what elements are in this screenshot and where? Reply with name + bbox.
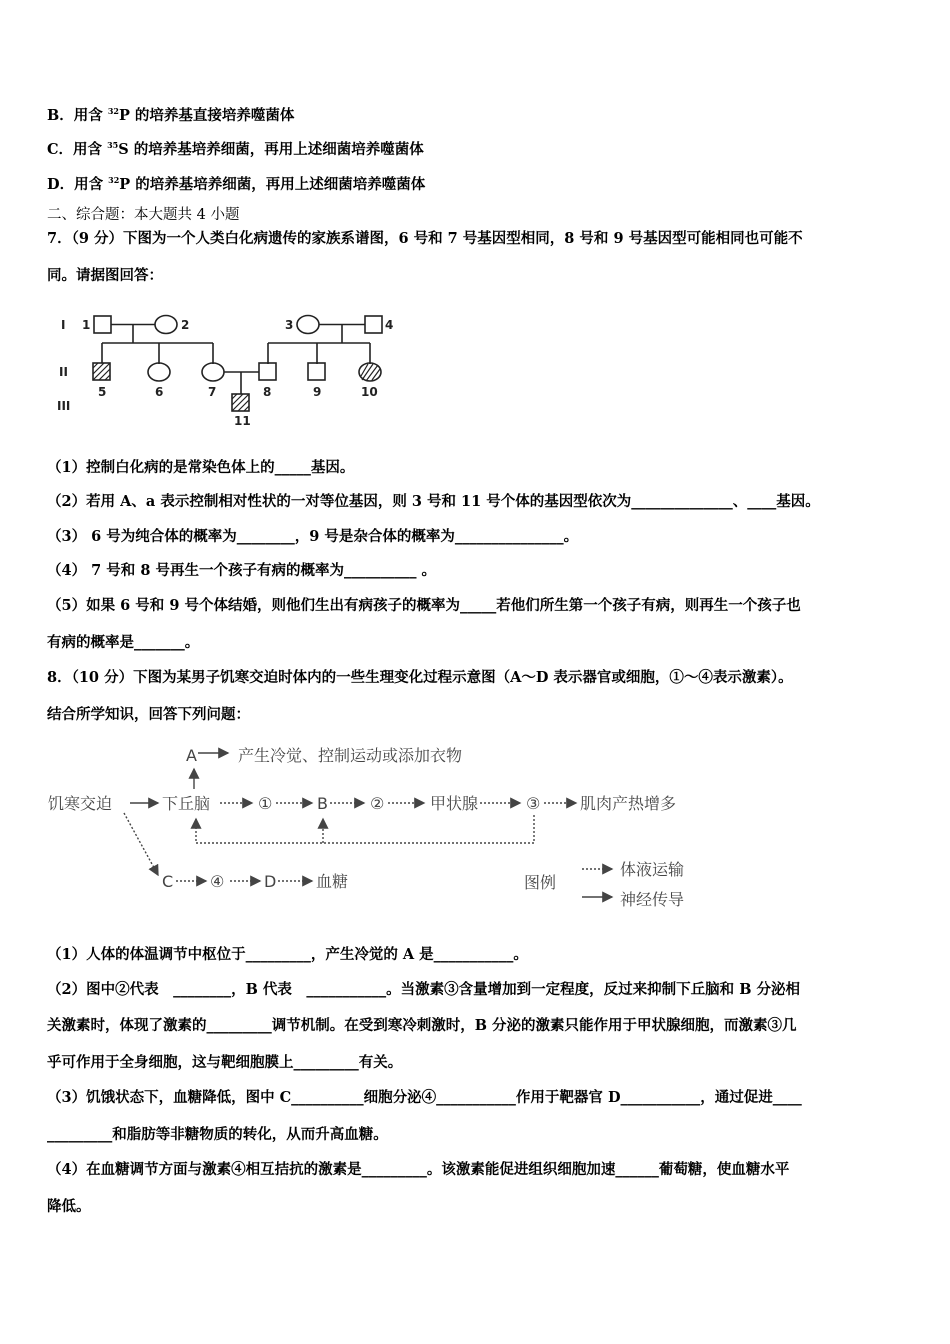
node-muscle-heat: 肌肉产热增多 — [580, 794, 677, 813]
node-hormone-4: ④ — [210, 872, 225, 891]
q7-sub2: （2）若用 A、a 表示控制相对性状的一对等位基因，则 3 号和 11 号个体的基因型依次为______________、____基因。 — [47, 493, 820, 510]
q7-sub5-line1: （5）如果 6 号和 9 号个体结婚，则他们生出有病孩子的概率为_____若他们所生第一个孩子有病，则再生一个孩子也 — [47, 597, 801, 614]
individual-label: 11 — [234, 414, 251, 428]
section-heading: 二、综合题：本大题共 4 小题 — [47, 207, 240, 223]
option-text: P 的培养基直接培养噬菌体 — [118, 107, 295, 124]
node-hypothalamus: 下丘脑 — [162, 794, 211, 813]
individual-label: 1 — [82, 318, 91, 332]
option-letter: B． — [47, 107, 74, 124]
legend-nerve-conduction: 神经传导 — [620, 890, 685, 909]
individual-1-male — [94, 316, 111, 333]
node-hunger-cold: 饥寒交迫 — [48, 794, 113, 813]
legend-title: 图例 — [524, 873, 557, 892]
q8-sub2-line3: 乎可作用于全身细胞，这与靶细胞膜上_________有关。 — [47, 1054, 403, 1071]
individual-label: 10 — [361, 385, 378, 399]
q8-sub2-line2: 关激素时，体现了激素的_________调节机制。在受到寒冷刺激时，B 分泌的激素只能作用于甲状腺细胞，而激素③几 — [47, 1017, 797, 1034]
individual-2-female — [155, 316, 177, 334]
superscript: 32 — [108, 175, 120, 185]
node-c: C — [162, 872, 174, 891]
individual-4-male — [365, 316, 382, 333]
node-blood-sugar: 血糖 — [316, 872, 349, 891]
individual-label: 8 — [263, 385, 272, 399]
individual-9-male — [308, 363, 325, 380]
q8-sub4-line2: 降低。 — [47, 1198, 91, 1215]
arrow-to-c — [124, 813, 158, 875]
option-letter: D． — [47, 176, 75, 193]
individual-label: 3 — [285, 318, 294, 332]
individual-label: 5 — [98, 385, 107, 399]
legend-fluid-transport: 体液运输 — [620, 860, 685, 879]
individual-7-female — [202, 363, 224, 381]
node-hormone-3: ③ — [526, 794, 541, 813]
pedigree-chart — [55, 308, 415, 430]
q8-intro-line1: 8．（10 分）下图为某男子饥寒交迫时体内的一些生理变化过程示意图（A～D 表示器官或细胞，①～④表示激素）。 — [47, 669, 793, 686]
q7-sub4: （4） 7 号和 8 号再生一个孩子有病的概率为__________ 。 — [47, 562, 437, 579]
option-b — [47, 101, 294, 126]
superscript: 32 — [107, 106, 119, 116]
individual-label: 6 — [155, 385, 164, 399]
superscript: 35 — [107, 140, 119, 150]
option-text-pre: 用含 — [73, 107, 108, 124]
q7-sub1: （1）控制白化病的是常染色体上的_____基因。 — [47, 459, 355, 476]
generation-label: I — [61, 318, 66, 332]
option-letter: C． — [47, 141, 74, 158]
individual-6-female — [148, 363, 170, 381]
q8-sub1: （1）人体的体温调节中枢位于_________，产生冷觉的 A 是___________。 — [47, 946, 528, 963]
node-d: D — [264, 872, 277, 891]
q7-intro-line1: 7．（9 分）下图为一个人类白化病遗传的家族系谱图，6 号和 7 号基因型相同，8 号和 9 号基因型可能相同也可能不 — [47, 230, 803, 247]
q8-sub4-line1: （4）在血糖调节方面与激素④相互拮抗的激素是_________。该激素能促进组织细胞加速______葡萄糖，使血糖水平 — [47, 1161, 790, 1178]
node-b: B — [317, 794, 328, 813]
generation-label: III — [57, 399, 71, 413]
feedback-arrow-hypothalamus — [196, 815, 534, 843]
generation-label: II — [59, 365, 68, 379]
option-text-pre: 用含 — [74, 176, 109, 193]
option-text: P 的培养基培养细菌，再用上述细菌培养噬菌体 — [119, 176, 426, 193]
individual-label: 2 — [181, 318, 190, 332]
node-thyroid: 甲状腺 — [430, 794, 479, 813]
node-a: A — [186, 746, 197, 765]
individual-label: 7 — [208, 385, 217, 399]
individual-label: 4 — [385, 318, 394, 332]
option-d — [47, 170, 425, 195]
q8-intro-line2: 结合所学知识，回答下列问题： — [47, 706, 250, 723]
q8-sub2-line1: （2）图中②代表 ________，B 代表 ___________。当激素③含量增加到一定程度，反过来抑制下丘脑和 B 分泌相 — [47, 981, 800, 998]
q7-intro-line2: 同。请据图回答： — [47, 267, 163, 284]
option-c — [47, 135, 424, 160]
regulation-diagram — [40, 733, 720, 915]
q8-sub3-line1: （3）饥饿状态下，血糖降低，图中 C__________细胞分泌④___________作用于靶器官 D___________，通过促进____ — [47, 1089, 802, 1106]
individual-label: 9 — [313, 385, 322, 399]
individual-3-female — [297, 316, 319, 334]
q7-sub3: （3） 6 号为纯合体的概率为________，9 号是杂合体的概率为_______________。 — [47, 528, 579, 545]
option-text: S 的培养基培养细菌，再用上述细菌培养噬菌体 — [118, 141, 424, 158]
individual-8-male — [259, 363, 276, 380]
node-hormone-2: ② — [370, 794, 385, 813]
option-text-pre: 用含 — [73, 141, 108, 158]
q7-sub5-line2: 有病的概率是_______。 — [47, 634, 200, 651]
q8-sub3-line2: _________和脂肪等非糖物质的转化，从而升高血糖。 — [47, 1126, 388, 1143]
node-a-result: 产生冷觉、控制运动或添加衣物 — [238, 746, 463, 765]
node-hormone-1: ① — [258, 794, 273, 813]
